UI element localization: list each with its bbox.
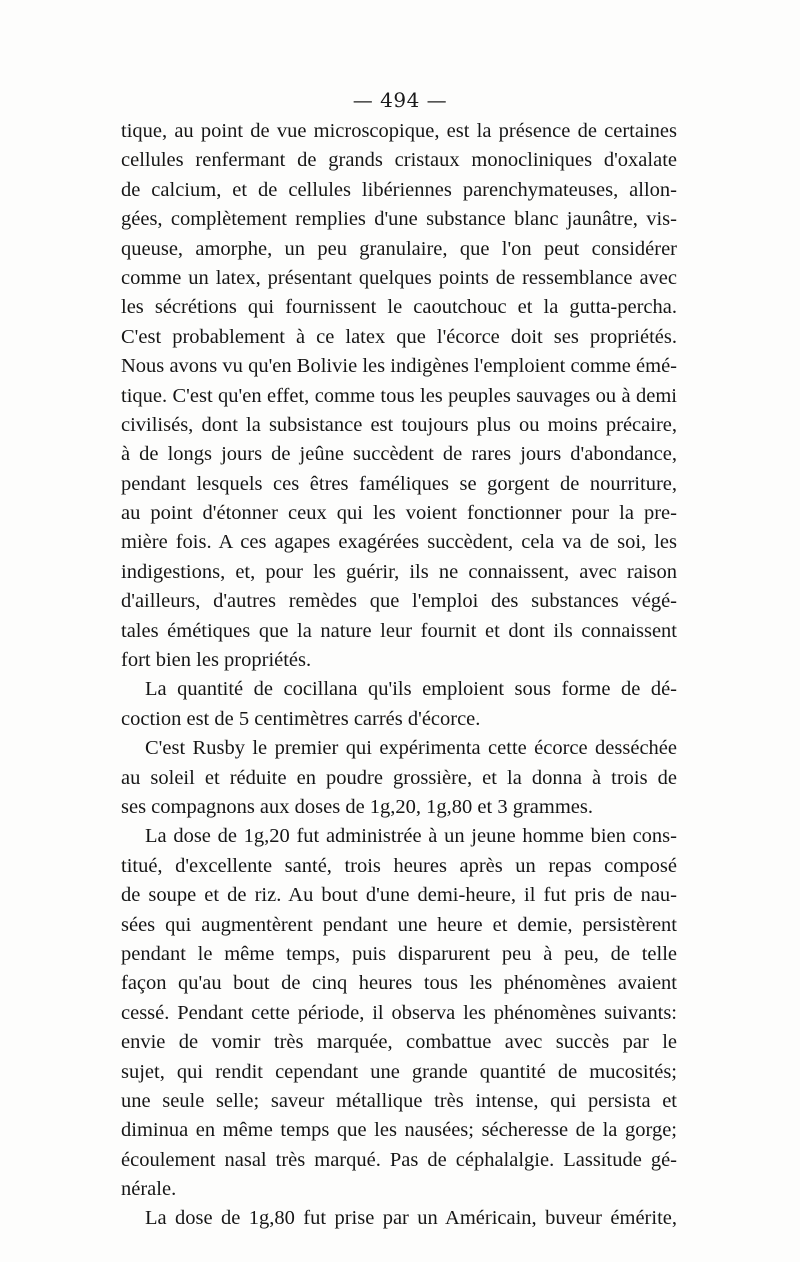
text-line: indigestions, et, pour les guérir, ils ne connaissent, avec raison — [121, 560, 677, 583]
text-line: de soupe et de riz. Au bout d'une demi-heure, il fut pris de nau- — [121, 884, 677, 907]
text-line: fort bien les propriétés. — [121, 649, 312, 672]
text-line: cessé. Pendant cette période, il observa les phénomènes suivants: — [121, 1001, 677, 1024]
text-line: diminua en même temps que les nausées; sécheresse de la gorge; — [121, 1119, 677, 1142]
text-line: façon qu'au bout de cinq heures tous les phénomènes avaient — [121, 972, 677, 995]
text-line: ses compagnons aux doses de 1g,20, 1g,80 et 3 grammes. — [121, 795, 593, 818]
text-line: queuse, amorphe, un peu granulaire, que l'on peut considérer — [121, 237, 677, 260]
text-line: C'est probablement à ce latex que l'écorce doit ses propriétés. — [121, 325, 677, 348]
text-line: pendant le même temps, puis disparurent peu à peu, de telle — [121, 942, 677, 965]
text-line: tales émétiques que la nature leur fournit et dont ils connaissent — [121, 619, 677, 642]
text-line: La dose de 1g,80 fut prise par un Américain, buveur émérite, — [145, 1207, 677, 1230]
text-line: les sécrétions qui fournissent le caoutchouc et la gutta-percha. — [121, 296, 677, 319]
text-line: écoulement nasal très marqué. Pas de céphalalgie. Lassitude gé- — [121, 1148, 677, 1171]
text-line: nérale. — [121, 1178, 177, 1201]
text-line: C'est Rusby le premier qui expérimenta cette écorce desséchée — [145, 737, 677, 760]
text-line: civilisés, dont la subsistance est toujours plus ou moins précaire, — [121, 413, 677, 436]
text-line: sujet, qui rendit cependant une grande quantité de mucosités; — [121, 1060, 677, 1083]
text-line: titué, d'excellente santé, trois heures après un repas composé — [121, 854, 677, 877]
text-line: coction est de 5 centimètres carrés d'écorce. — [121, 707, 481, 730]
text-line: tique. C'est qu'en effet, comme tous les peuples sauvages ou à demi — [121, 384, 677, 407]
body-text — [121, 117, 677, 1234]
text-line: envie de vomir très marquée, combattue avec succès par le — [121, 1031, 677, 1054]
text-line: sées qui augmentèrent pendant une heure et demie, persistèrent — [121, 913, 677, 936]
page-number: — 494 — — [352, 88, 448, 112]
text-line: une seule selle; saveur métallique très intense, qui persista et — [121, 1089, 677, 1112]
text-line: d'ailleurs, d'autres remèdes que l'emploi des substances végé- — [121, 590, 677, 613]
text-line: mière fois. A ces agapes exagérées succèdent, cela va de soi, les — [121, 531, 677, 554]
text-line: Nous avons vu qu'en Bolivie les indigènes l'emploient comme émé- — [121, 355, 677, 378]
text-line: de calcium, et de cellules libériennes parenchymateuses, allon- — [121, 178, 677, 201]
text-line: au point d'étonner ceux qui les voient fonctionner pour la pre- — [121, 502, 677, 525]
text-line: pendant lesquels ces êtres faméliques se gorgent de nourriture, — [121, 472, 677, 495]
text-line: au soleil et réduite en poudre grossière, et la donna à trois de — [121, 766, 677, 789]
text-line: gées, complètement remplies d'une substance blanc jaunâtre, vis- — [121, 208, 677, 231]
text-line: La quantité de cocillana qu'ils emploient sous forme de dé- — [145, 678, 677, 701]
text-line: à de longs jours de jeûne succèdent de rares jours d'abondance, — [121, 443, 677, 466]
text-line: tique, au point de vue microscopique, est la présence de certaines — [121, 120, 677, 142]
text-line: comme un latex, présentant quelques points de ressemblance avec — [121, 266, 677, 289]
text-line: cellules renfermant de grands cristaux monocliniques d'oxalate — [121, 149, 677, 172]
text-line: La dose de 1g,20 fut administrée à un jeune homme bien cons- — [145, 825, 677, 848]
